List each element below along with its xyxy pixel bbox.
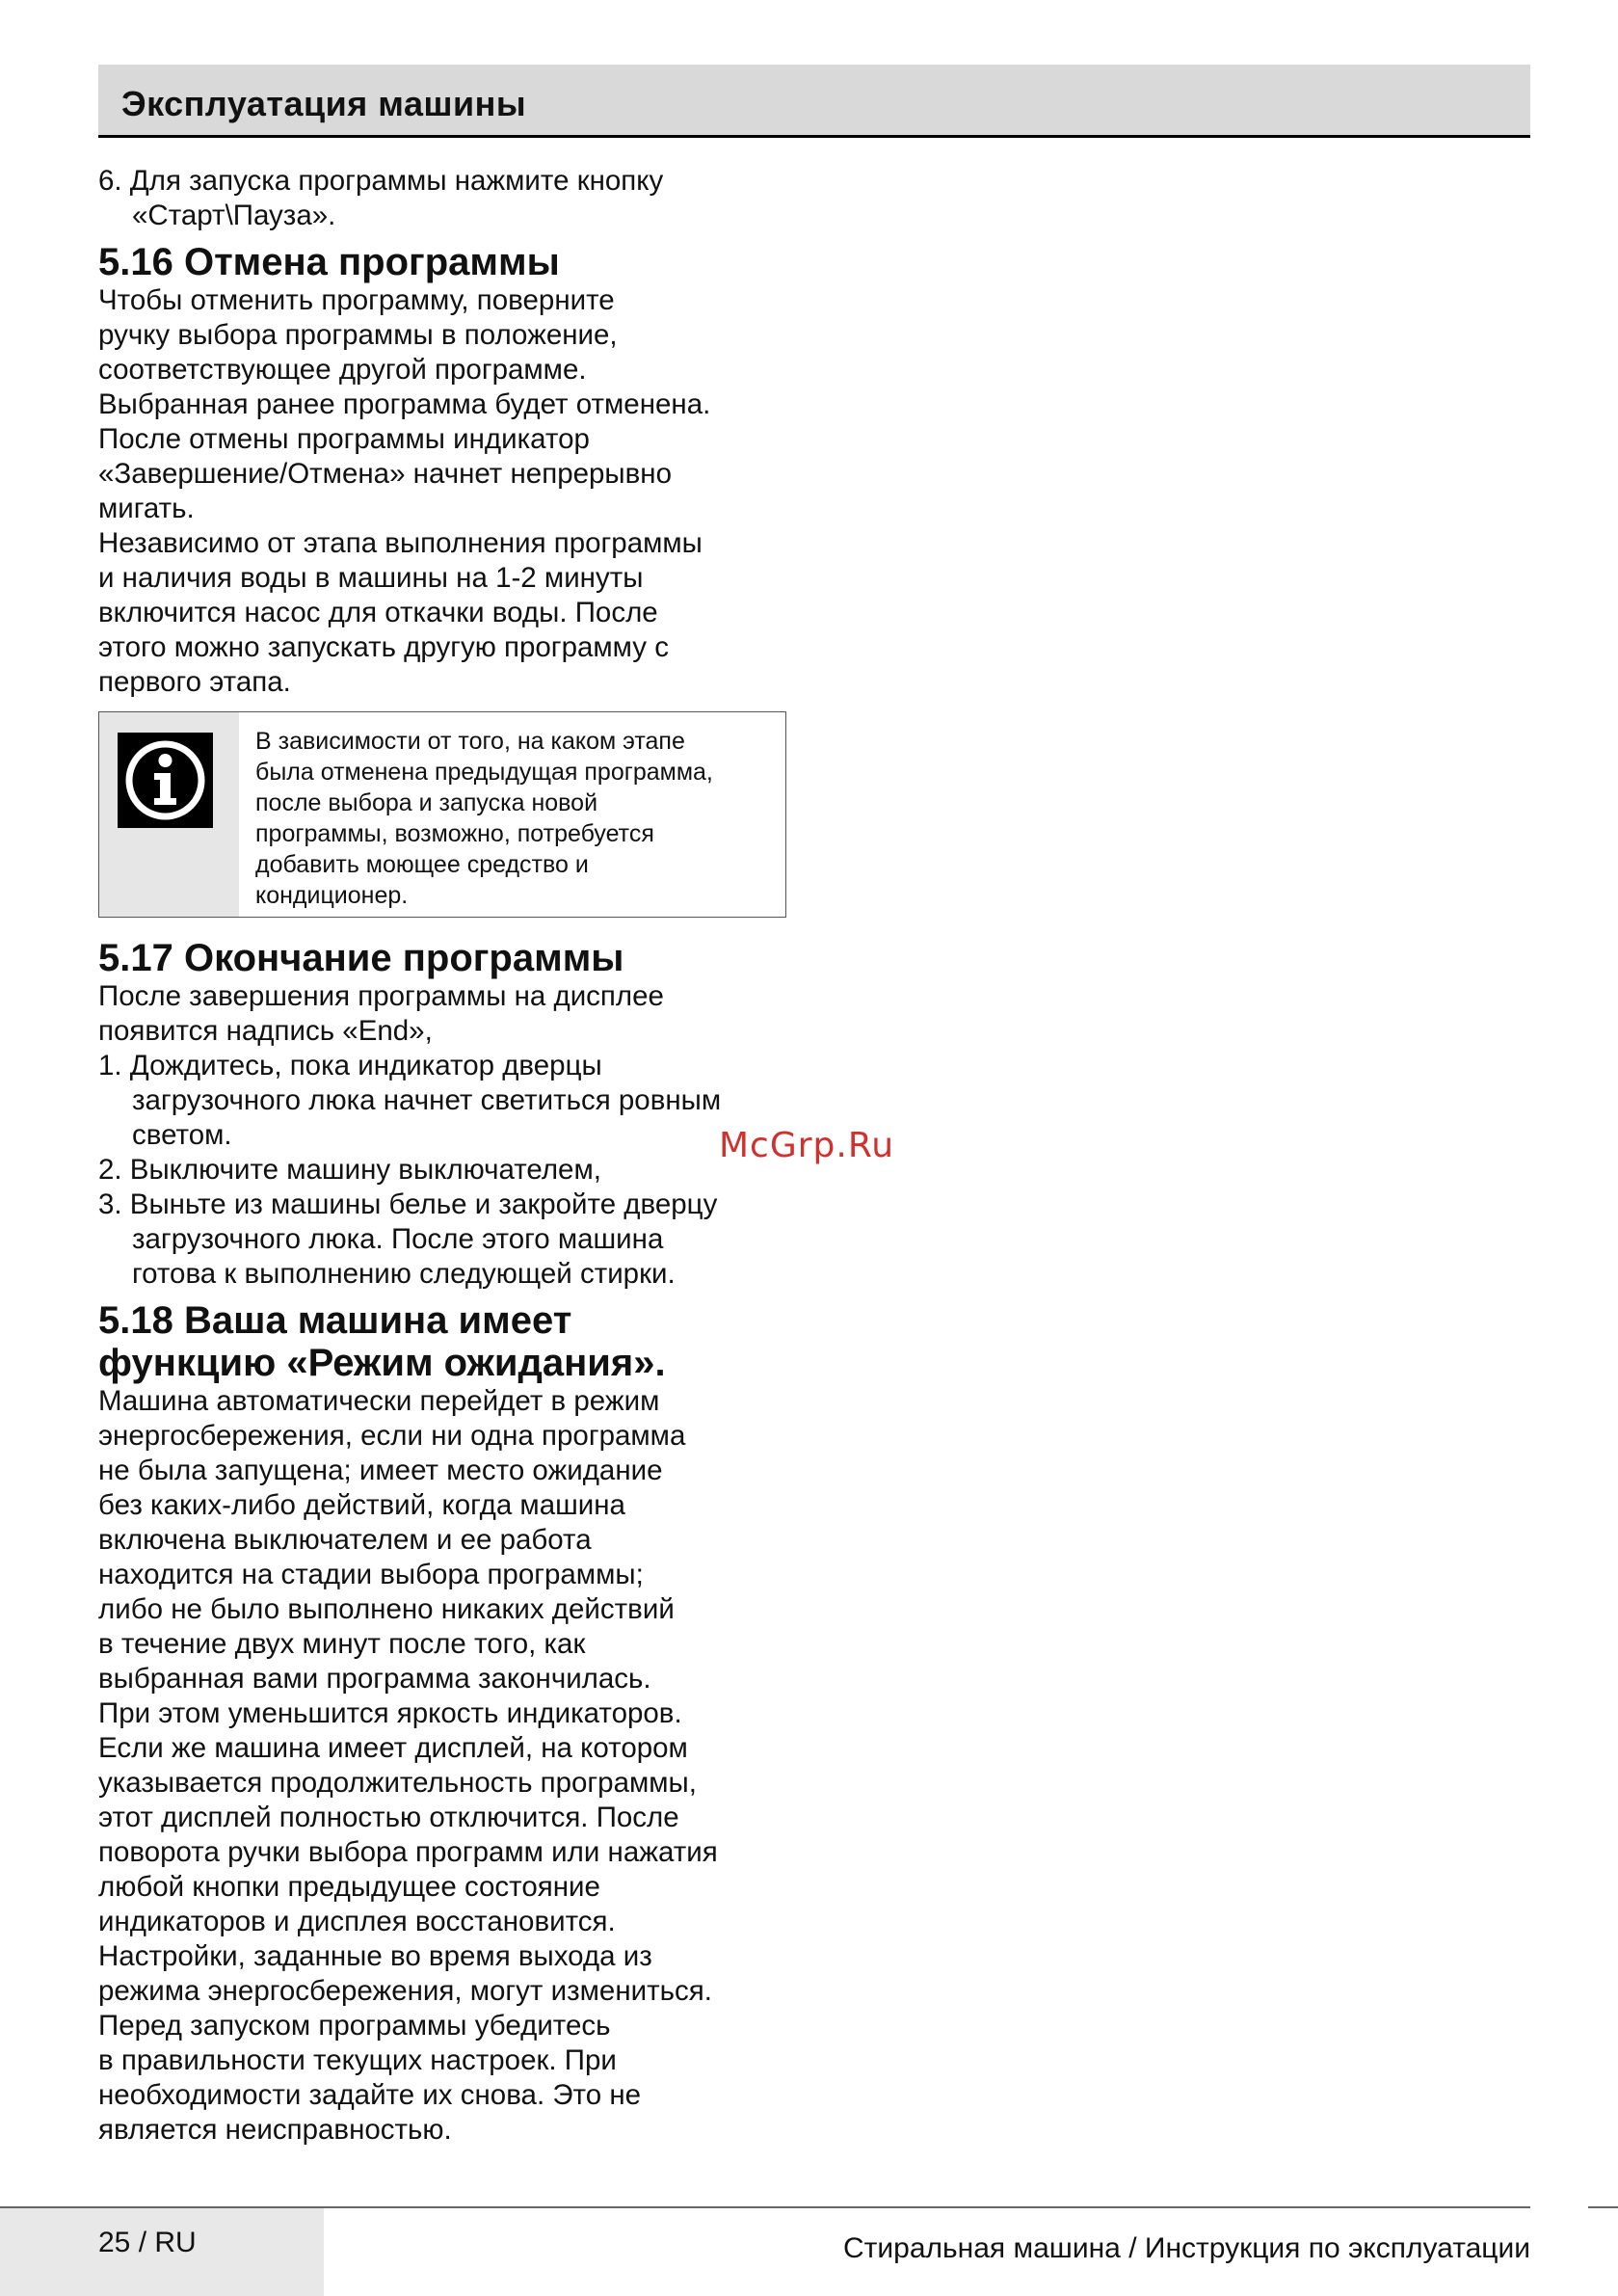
section-header [98,65,1530,138]
step-6: 6. Для запуска программы нажмите кнопку «Старт\Пауза». [98,165,664,231]
info-icon [118,733,213,828]
section-5-17-intro: После завершения программы на дисплее появится надпись «End», [98,980,664,1047]
watermark: McGrp.Ru [719,1126,895,1165]
heading-5-17: 5.17 Окончание программы [98,937,624,979]
list-item: 2. Выключите машину выключателем, [98,1154,601,1186]
heading-5-16: 5.16 Отмена программы [98,241,560,283]
header-title: Эксплуатация машины [121,84,527,123]
info-note [98,711,786,918]
heading-5-18: 5.18 Ваша машина имеет функцию «Режим ожидания». [98,1299,666,1384]
document-title: Стиральная машина / Инструкция по эксплуатации [842,2232,1530,2264]
page-number: 25 / RU [98,2227,197,2258]
section-5-18-text: Машина автоматически перейдет в режим энергосбережения, если ни одна программа не была запущена; имеет место ожидание без каких-либо действий, когда машина включена выключателем и ее работа находится на стадии выбора программы; либо не было выполнено никаких действий в течение двух минут после того, как выбранная вами программа закончилась. При этом уменьшится яркость индикаторов. Если же машина имеет дисплей, на котором указывается продолжительность программы, этот дисплей полностью отключится. После поворота ручки выбора программ или нажатия любой кнопки предыдущее состояние индикаторов и дисплея восстановится. Настройки, заданные во время выхода из режима энергосбережения, могут измениться. Перед запуском программы убедитесь в правильности текущих настроек. При необходимости задайте их снова. Это не является неисправностью. [98,1385,718,2146]
info-note-text: В зависимости от того, на каком этапе была отменена предыдущая программа, после выбора и запуска новой программы, возможно, потребуется добавить моющее средство и кондиционер. [255,728,713,909]
main-column [98,164,792,2148]
section-5-16-text: Чтобы отменить программу, поверните ручку выбора программы в положение, соответствующее другой программе. Выбранная ранее программа будет отменена. После отмены программы индикатор «Завершение/Отмена» начнет непрерывно мигать. Независимо от этапа выполнения программы и наличия воды в машины на 1-2 минуты включится насос для откачки воды. После этого можно запускать другую программу с первого этапа. [98,284,711,698]
list-item: 1. Дождитесь, пока индикатор дверцы загрузочного люка начнет светиться ровным светом. [98,1050,722,1151]
list-item: 3. Выньте из машины белье и закройте дверцу загрузочного люка. После этого машина готова к выполнению следующей стирки. [98,1188,718,1290]
footer-divider-mark [1588,2206,1618,2208]
